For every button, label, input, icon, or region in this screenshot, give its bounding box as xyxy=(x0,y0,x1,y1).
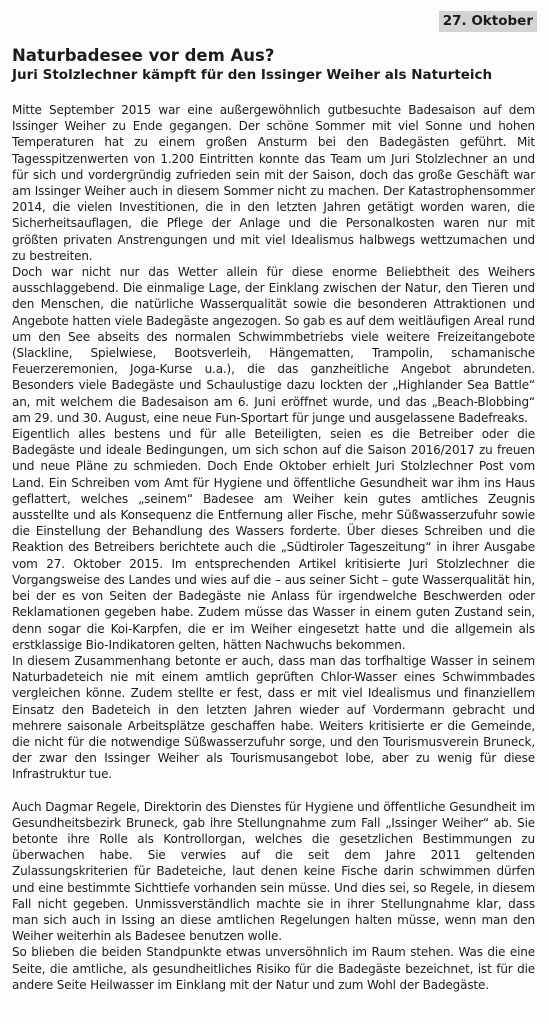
paragraph-3: Eigentlich alles bestens und für alle Beteiligten, seien es die Betreiber oder die Badegäste und ideale Bedingungen, um sich schon auf die Saison 2016/2017 zu freuen und neue Pläne zu schmieden. Doch Ende Oktober erhielt Juri Stolzlechner Post vom Land. Ein Schreiben vom Amt für Hygiene und öffentliche Gesundheit war ihm ins Haus geflattert, welches „seinem“ Badesee am Weiher kein gutes amtliches Zeugnis ausstellte und als Konsequenz die Entfernung aller Fische, mehr Süßwasserzufuhr sowie die Einstellung der Behandlung des Wassers forderte. Über dieses Schreiben und die Reaktion des Betreibers berichtete auch die „Südtiroler Tageszeitung“ in ihrer Ausgabe vom 27. Oktober 2015. Im entsprechenden Artikel kritisierte Juri Stolzlechner die Vorgangsweise des Landes und wies auf die – aus seiner Sicht – gute Wasserqualität hin, bei der es von Seiten der Badegäste nie Anlass für irgendwelche Beschwerden oder Reklamationen gegeben habe. Zudem müsse das Wasser in einem guten Zustand sein, denn sogar die Koi-Karpfen, die er im Weiher eingesetzt hatte und die allgemein als erstklassige Bio-Indikatoren gelten, hätten Nachwuchs bekommen. xyxy=(12,427,535,652)
headline: Naturbadesee vor dem Aus? xyxy=(12,46,275,65)
paragraph-1: Mitte September 2015 war eine außergewöhnlich gutbesuchte Badesaison auf dem Issinger Weiher zu Ende gegangen. Der schöne Sommer mit viel Sonne und hohen Temperaturen hat zu einem großen Ansturm bei den Badegästen geführt. Mit Tagesspitzenwerten von 1.200 Eintritten konnte das Team um Juri Stolzlechner an und für sich und vordergründig zufrieden sein mit der Saison, doch das große Geschäft war am Issinger Weiher auch in diesem Sommer nicht zu machen. Der Katastrophensommer 2014, die vielen Investitionen, die in den letzten Jahren getätigt worden waren, die Sicherheitsauflagen, die Pflege der Anlage und die Personalkosten waren nur mit größten privaten Anstrengungen und mit viel Idealismus halbwegs wettzumachen und zu bestreiten. xyxy=(12,103,535,263)
paragraph-5: Auch Dagmar Regele, Direktorin des Dienstes für Hygiene und öffentliche Gesundheit im Gesundheitsbezirk Bruneck, gab ihre Stellungnahme zum Fall „Issinger Weiher“ ab. Sie betonte ihre Rolle als Kontrollorgan, welches die gesetzlichen Bestimmungen zu überwachen habe. Sie verwies auf die seit dem Jahre 2011 geltenden Zulassungskriterien für Badeteiche, laut denen keine Fische darin schwimmen dürfen und eine bestimmte Sichttiefe vorhanden sein müsse. Und dies sei, so Regele, in diesem Fall nicht gegeben. Unmissverständlich machte sie in ihrer Stellungnahme klar, dass man sich auch in Issing an diese amtlichen Regelungen halten müsse, wenn man den Weiher weiterhin als Badesee benutzen wolle. xyxy=(12,799,535,944)
paragraph-2: Doch war nicht nur das Wetter allein für diese enorme Beliebtheit des Weihers ausschlaggebend. Die einmalige Lage, der Einklang zwischen der Natur, den Tieren und den Menschen, die natürliche Wasserqualität sowie die besonderen Attraktionen und Angebote hatten viele Badegäste angezogen. So gab es auf dem weitläufigen Areal rund um den See abseits des normalen Schwimmbetriebs viele weitere Freizeitangebote (Slackline, Spielwiese, Bootsverleih, Hängematten, Trampolin, schamanische Feuerzeremonien, Joga-Kurse u.a.), die das ganzheitliche Angebot abrundeten. Besonders viele Badegäste und Schaulustige dazu lockten der „Highlander Sea Battle“ an, mit welchem die Badesaison am 6. Juni eröffnet wurde, und das „Beach-Blobbing“ am 29. und 30. August, eine neue Fun-Sportart für junge und ausgelassene Badefreaks. xyxy=(12,265,535,425)
subheadline: Juri Stolzlechner kämpft für den Issinger Weiher als Naturteich xyxy=(12,67,493,83)
paragraph-4: In diesem Zusammenhang betonte er auch, dass man das torfhaltige Wasser in seinem Naturbadeteich nie mit einem amtlich geprüften Chlor-Wasser eines Schwimmbades vergleichen könne. Zudem stellte er fest, dass er mit viel Idealismus und finanziellem Einsatz den Badeteich in den letzten Jahren wieder auf Vordermann gebracht und mehrere saisonale Arbeitsplätze geschaffen habe. Weiters kritisierte er die Gemeinde, die nicht für die notwendige Süßwasserzufuhr sorge, und den Tourismusverein Bruneck, der zwar den Issinger Weiher als Tourismusangebot lobe, aber zu wenig für diese Infrastruktur tue. xyxy=(12,653,535,782)
article xyxy=(12,46,535,993)
article-body xyxy=(12,102,535,993)
date-tag: 27. Oktober xyxy=(439,11,537,32)
paragraph-6: So blieben die beiden Standpunkte etwas unversöhnlich im Raum stehen. Was die eine Seite, die amtliche, als gesundheitliches Risiko für die Badegäste bezeichnet, ist für die andere Seite Heilwasser im Einklang mit der Natur und zum Wohl der Badegäste. xyxy=(12,945,535,992)
